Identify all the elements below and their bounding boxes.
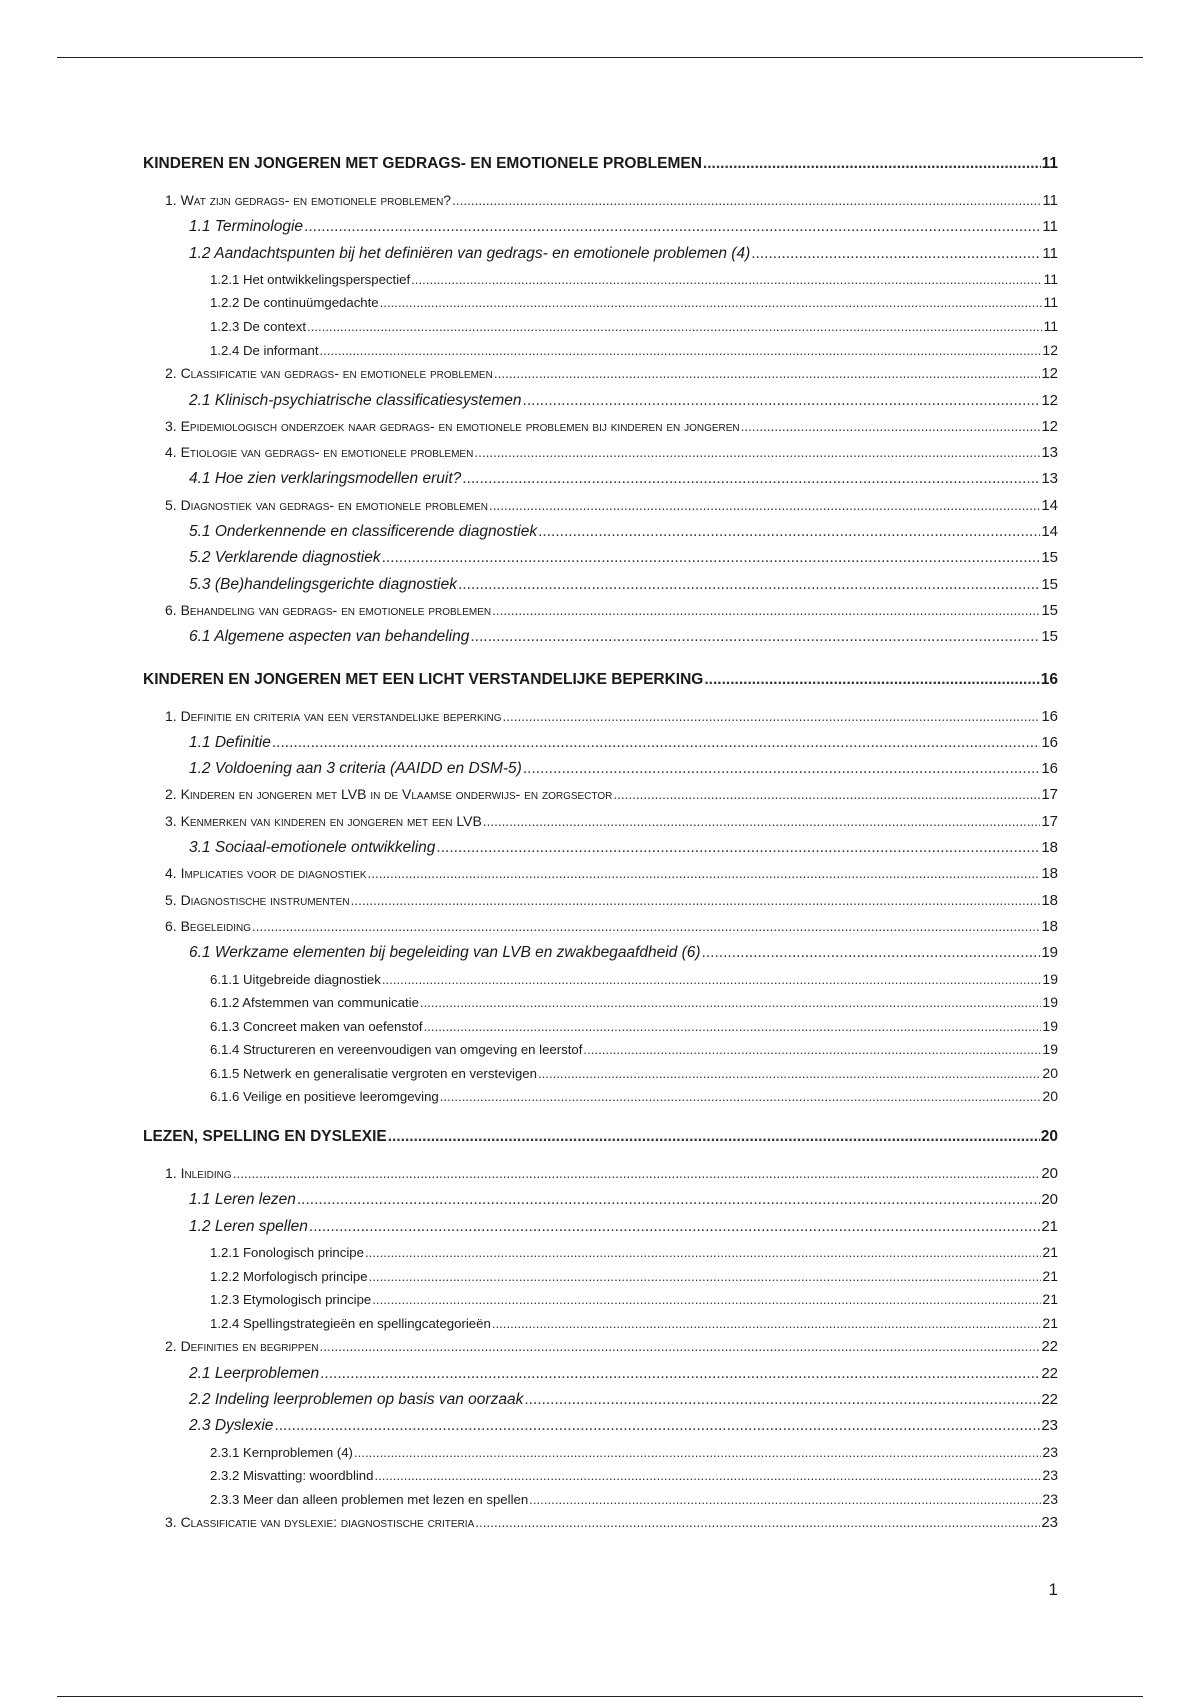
toc-entry-page: 20 — [1042, 1064, 1058, 1081]
toc-entry-page: 18 — [1041, 839, 1058, 857]
toc-entry[interactable] — [143, 918, 1058, 944]
toc-entry-page: 19 — [1042, 994, 1058, 1011]
dot-leader — [424, 1019, 1042, 1034]
toc-entry[interactable] — [143, 1165, 1058, 1191]
dot-leader — [368, 866, 1041, 881]
toc-entry-title: 2. Kinderen en jongeren met LVB in de Vlaamse onderwijs- en zorgsector — [165, 786, 613, 803]
dot-leader — [538, 1066, 1041, 1081]
toc-entry-title: 1.2.2 Morfologisch principe — [210, 1268, 368, 1284]
toc-entry[interactable] — [143, 392, 1058, 418]
toc-entry-page: 16 — [1041, 707, 1058, 725]
toc-entry[interactable] — [143, 671, 1058, 693]
toc-entry[interactable] — [143, 1467, 1058, 1491]
toc-entry-page: 21 — [1041, 1217, 1058, 1235]
toc-entry-title: 6.1.4 Structureren en vereenvoudigen van omgeving en leerstof — [210, 1042, 583, 1058]
toc-entry[interactable] — [143, 523, 1058, 549]
toc-entry-title: 6.1.3 Concreet maken van oefenstof — [210, 1018, 423, 1034]
toc-entry-title: 6.1.6 Veilige en positieve leeromgeving — [210, 1089, 439, 1105]
toc-entry-title: 6.1.2 Afstemmen van communicatie — [210, 995, 419, 1011]
toc-entry-title: 1.1 Terminologie — [189, 218, 304, 236]
toc-entry[interactable] — [143, 1088, 1058, 1112]
toc-entry[interactable] — [143, 760, 1058, 786]
toc-entry-title: 6. Begeleiding — [165, 917, 252, 934]
toc-entry-title: 2.1 Klinisch-psychiatrische classificatiesystemen — [189, 391, 522, 409]
toc-entry-page: 21 — [1042, 1314, 1058, 1331]
dot-leader — [489, 498, 1040, 513]
toc-entry[interactable] — [143, 192, 1058, 218]
toc-entry-title: 6.1.1 Uitgebreide diagnostiek — [210, 971, 381, 987]
toc-entry[interactable] — [143, 1491, 1058, 1515]
toc-entry[interactable] — [143, 418, 1058, 444]
toc-entry[interactable] — [143, 1018, 1058, 1042]
toc-entry-page: 16 — [1041, 760, 1058, 778]
toc-entry-page: 19 — [1042, 1041, 1058, 1058]
toc-entry[interactable] — [143, 786, 1058, 812]
toc-entry[interactable] — [143, 1191, 1058, 1217]
dot-leader — [372, 1292, 1041, 1307]
toc-entry-page: 23 — [1042, 1467, 1058, 1484]
toc-entry-page: 12 — [1042, 341, 1058, 358]
toc-entry-title: KINDEREN EN JONGEREN MET GEDRAGS- EN EMOTIONELE PROBLEMEN — [143, 155, 702, 172]
toc-entry[interactable] — [143, 444, 1058, 470]
toc-entry-title: 1.2.4 De informant — [210, 342, 319, 358]
toc-entry-title: 3.1 Sociaal-emotionele ontwikkeling — [189, 839, 436, 857]
toc-entry-title: 2.3.3 Meer dan alleen problemen met lezen en spellen — [210, 1491, 529, 1507]
toc-entry-title: 5.2 Verklarende diagnostiek — [189, 549, 381, 567]
dot-leader — [307, 319, 1042, 334]
toc-entry-page: 15 — [1041, 549, 1058, 567]
toc-entry[interactable] — [143, 1244, 1058, 1268]
dot-leader — [474, 445, 1040, 460]
toc-entry-title: 3. Epidemiologisch onderzoek naar gedrags- en emotionele problemen bij kinderen en jongeren — [165, 417, 740, 434]
toc-entry-page: 20 — [1040, 1128, 1058, 1146]
toc-entry[interactable] — [143, 1128, 1058, 1150]
toc-entry-page: 11 — [1043, 294, 1058, 311]
toc-entry[interactable] — [143, 245, 1058, 271]
toc-entry-page: 20 — [1041, 1165, 1058, 1183]
toc-entry-page: 19 — [1041, 944, 1058, 962]
dot-leader — [524, 1391, 1040, 1409]
dot-leader — [502, 709, 1040, 724]
toc-entry[interactable] — [143, 1338, 1058, 1364]
toc-entry-title: 1. Wat zijn gedrags- en emotionele problemen? — [165, 192, 452, 208]
toc-entry-page: 22 — [1041, 1338, 1058, 1356]
toc-entry[interactable] — [143, 628, 1058, 654]
dot-leader — [320, 343, 1042, 358]
toc-entry-page: 20 — [1042, 1088, 1058, 1105]
dot-leader — [704, 671, 1039, 689]
footer-rule — [57, 1696, 1143, 1697]
dot-leader — [452, 193, 1041, 208]
toc-entry[interactable] — [143, 944, 1058, 970]
dot-leader — [538, 523, 1040, 541]
toc-entry-page: 22 — [1041, 1364, 1058, 1382]
toc-entry[interactable] — [143, 1218, 1058, 1244]
dot-leader — [233, 1166, 1041, 1181]
dot-leader — [436, 839, 1040, 857]
toc-entry-title: 1. Inleiding — [165, 1165, 232, 1182]
toc-entry-page: 19 — [1042, 970, 1058, 987]
toc-entry-page: 13 — [1041, 470, 1058, 488]
toc-entry-page: 21 — [1042, 1267, 1058, 1284]
toc-entry[interactable] — [143, 839, 1058, 865]
dot-leader — [613, 787, 1040, 802]
dot-leader — [365, 1245, 1041, 1260]
dot-leader — [475, 1515, 1040, 1530]
toc-entry[interactable] — [143, 734, 1058, 760]
toc-entry-title: 1.1 Definitie — [189, 733, 271, 751]
toc-entry-page: 17 — [1041, 786, 1058, 804]
header-rule — [57, 57, 1143, 58]
toc-entry-title: LEZEN, SPELLING EN DYSLEXIE — [143, 1128, 387, 1146]
toc-entry-title: 5.3 (Be)handelingsgerichte diagnostiek — [189, 575, 457, 593]
toc-entry-title: 1. Definitie en criteria van een verstandelijke beperking — [165, 707, 502, 724]
toc-entry-title: 4. Implicaties voor de diagnostiek — [165, 865, 367, 882]
toc-entry[interactable] — [143, 892, 1058, 918]
toc-entry-page: 12 — [1041, 365, 1058, 383]
toc-entry[interactable] — [143, 470, 1058, 496]
table-of-contents — [143, 155, 1058, 1541]
toc-entry-title: 5.1 Onderkennende en classificerende diagnostiek — [189, 523, 538, 541]
toc-entry[interactable] — [143, 1041, 1058, 1065]
toc-entry-title: 6. Behandeling van gedrags- en emotionele problemen — [165, 601, 492, 618]
dot-leader — [369, 1269, 1042, 1284]
toc-entry-title: 6.1 Werkzame elementen bij begeleiding van LVB en zwakbegaafdheid (6) — [189, 944, 701, 962]
toc-entry[interactable] — [143, 155, 1058, 177]
toc-entry-title: 2.3.2 Misvatting: woordblind — [210, 1468, 374, 1484]
toc-entry-page: 11 — [1042, 192, 1058, 209]
toc-entry[interactable] — [143, 1268, 1058, 1292]
dot-leader — [382, 549, 1041, 567]
toc-entry[interactable] — [143, 1065, 1058, 1089]
toc-entry-title: 1.2.1 Fonologisch principe — [210, 1244, 364, 1260]
toc-entry-title: 1.2.2 De continuümgedachte — [210, 295, 379, 311]
dot-leader — [351, 893, 1041, 908]
dot-leader — [470, 628, 1040, 646]
toc-entry-page: 12 — [1041, 391, 1058, 409]
toc-entry-page: 23 — [1041, 1514, 1058, 1532]
dot-leader — [319, 1339, 1040, 1354]
toc-entry[interactable] — [143, 365, 1058, 391]
toc-entry[interactable] — [143, 1514, 1058, 1540]
toc-entry-title: 1.2.3 De context — [210, 319, 307, 335]
toc-entry[interactable] — [143, 549, 1058, 575]
dot-leader — [462, 470, 1040, 488]
dot-leader — [297, 1191, 1040, 1209]
toc-entry[interactable] — [143, 1365, 1058, 1391]
toc-entry-page: 11 — [1042, 244, 1058, 262]
dot-leader — [411, 272, 1042, 287]
dot-leader — [309, 1218, 1040, 1236]
toc-entry-page: 16 — [1040, 670, 1058, 688]
toc-entry[interactable] — [143, 294, 1058, 318]
dot-leader — [529, 1492, 1041, 1507]
toc-entry[interactable] — [143, 1391, 1058, 1417]
page-number: 1 — [1048, 1580, 1058, 1599]
toc-entry[interactable] — [143, 602, 1058, 628]
toc-entry-title: 5. Diagnostiek van gedrags- en emotionele problemen — [165, 496, 488, 513]
dot-leader — [583, 1042, 1041, 1057]
dot-leader — [483, 814, 1040, 829]
dot-leader — [374, 1468, 1041, 1483]
dot-leader — [523, 392, 1041, 410]
toc-entry[interactable] — [143, 813, 1058, 839]
toc-entry-page: 23 — [1042, 1443, 1058, 1460]
dot-leader — [274, 1417, 1040, 1435]
toc-entry[interactable] — [143, 865, 1058, 891]
dot-leader — [420, 995, 1042, 1010]
toc-entry-page: 21 — [1042, 1243, 1058, 1260]
dot-leader — [458, 576, 1040, 594]
toc-entry-page: 17 — [1041, 812, 1058, 830]
toc-entry-title: 6.1.5 Netwerk en generalisatie vergroten en verstevigen — [210, 1065, 537, 1081]
toc-entry-title: 2.1 Leerproblemen — [189, 1364, 320, 1382]
dot-leader — [751, 245, 1041, 263]
dot-leader — [492, 1316, 1042, 1331]
dot-leader — [492, 603, 1040, 618]
toc-entry[interactable] — [143, 318, 1058, 342]
toc-entry-page: 21 — [1042, 1291, 1058, 1308]
toc-entry-page: 18 — [1041, 917, 1058, 935]
toc-entry-page: 19 — [1042, 1017, 1058, 1034]
toc-entry-title: 3. Kenmerken van kinderen en jongeren met een LVB — [165, 812, 482, 829]
toc-entry[interactable] — [143, 994, 1058, 1018]
dot-leader — [304, 218, 1041, 236]
toc-entry-title: 4.1 Hoe zien verklaringsmodellen eruit? — [189, 470, 462, 488]
toc-entry-page: 18 — [1041, 865, 1058, 883]
toc-entry-page: 16 — [1041, 733, 1058, 751]
dot-leader — [494, 366, 1041, 381]
toc-entry-page: 13 — [1041, 444, 1058, 462]
dot-leader — [388, 1128, 1040, 1146]
toc-entry-title: 2. Classificatie van gedrags- en emotionele problemen — [165, 365, 493, 382]
toc-entry-title: 1.2.4 Spellingstrategieën en spellingcategorieën — [210, 1315, 491, 1331]
dot-leader — [320, 1365, 1040, 1383]
toc-entry-page: 11 — [1043, 318, 1058, 335]
toc-entry[interactable] — [143, 342, 1058, 366]
dot-leader — [703, 155, 1041, 173]
toc-entry-page: 12 — [1041, 417, 1058, 435]
toc-entry-page: 14 — [1041, 496, 1058, 514]
toc-entry-title: KINDEREN EN JONGEREN MET EEN LICHT VERSTANDELIJKE BEPERKING — [143, 670, 704, 688]
toc-entry-page: 11 — [1043, 270, 1058, 287]
toc-entry-title: 1.2.3 Etymologisch principe — [210, 1292, 372, 1308]
toc-entry-page: 20 — [1041, 1191, 1058, 1209]
toc-entry-page: 15 — [1041, 601, 1058, 619]
dot-leader — [354, 1445, 1041, 1460]
toc-entry-title: 1.2.1 Het ontwikkelingsperspectief — [210, 271, 411, 287]
toc-entry-title: 2.2 Indeling leerproblemen op basis van oorzaak — [189, 1390, 524, 1408]
toc-entry-page: 11 — [1042, 218, 1058, 236]
toc-entry-title: 1.2 Aandachtspunten bij het definiëren van gedrags- en emotionele problemen (4) — [189, 244, 751, 262]
toc-entry-title: 2.3 Dyslexie — [189, 1417, 274, 1435]
toc-entry-title: 1.2 Voldoening aan 3 criteria (AAIDD en DSM-5) — [189, 760, 522, 778]
toc-entry-page: 23 — [1042, 1490, 1058, 1507]
toc-entry[interactable] — [143, 708, 1058, 734]
toc-entry[interactable] — [143, 576, 1058, 602]
toc-entry[interactable] — [143, 1444, 1058, 1468]
toc-entry-page: 15 — [1041, 628, 1058, 646]
toc-entry-title: 2.3.1 Kernproblemen (4) — [210, 1444, 353, 1460]
dot-leader — [272, 734, 1040, 752]
toc-entry[interactable] — [143, 1315, 1058, 1339]
toc-entry-page: 23 — [1041, 1417, 1058, 1435]
toc-entry-page: 22 — [1041, 1390, 1058, 1408]
dot-leader — [702, 944, 1041, 962]
dot-leader — [382, 972, 1042, 987]
toc-entry-title: 2. Definities en begrippen — [165, 1338, 319, 1355]
dot-leader — [252, 919, 1040, 934]
dot-leader — [523, 760, 1040, 778]
toc-entry[interactable] — [143, 1291, 1058, 1315]
toc-entry-page: 18 — [1041, 891, 1058, 909]
toc-entry[interactable] — [143, 271, 1058, 295]
dot-leader — [440, 1089, 1042, 1104]
toc-entry[interactable] — [143, 1417, 1058, 1443]
toc-entry[interactable] — [143, 497, 1058, 523]
toc-entry-title: 5. Diagnostische instrumenten — [165, 891, 350, 908]
toc-entry-title: 1.2 Leren spellen — [189, 1217, 308, 1235]
toc-entry-title: 3. Classificatie van dyslexie: diagnostische criteria — [165, 1514, 475, 1531]
toc-entry[interactable] — [143, 218, 1058, 244]
toc-entry-title: 4. Etiologie van gedrags- en emotionele problemen — [165, 444, 474, 461]
toc-entry-title: 1.1 Leren lezen — [189, 1191, 296, 1209]
toc-entry-page: 11 — [1041, 155, 1058, 172]
toc-entry-page: 14 — [1041, 523, 1058, 541]
toc-entry-page: 15 — [1041, 575, 1058, 593]
toc-entry-title: 6.1 Algemene aspecten van behandeling — [189, 628, 470, 646]
dot-leader — [741, 419, 1041, 434]
toc-entry[interactable] — [143, 971, 1058, 995]
dot-leader — [380, 295, 1043, 310]
